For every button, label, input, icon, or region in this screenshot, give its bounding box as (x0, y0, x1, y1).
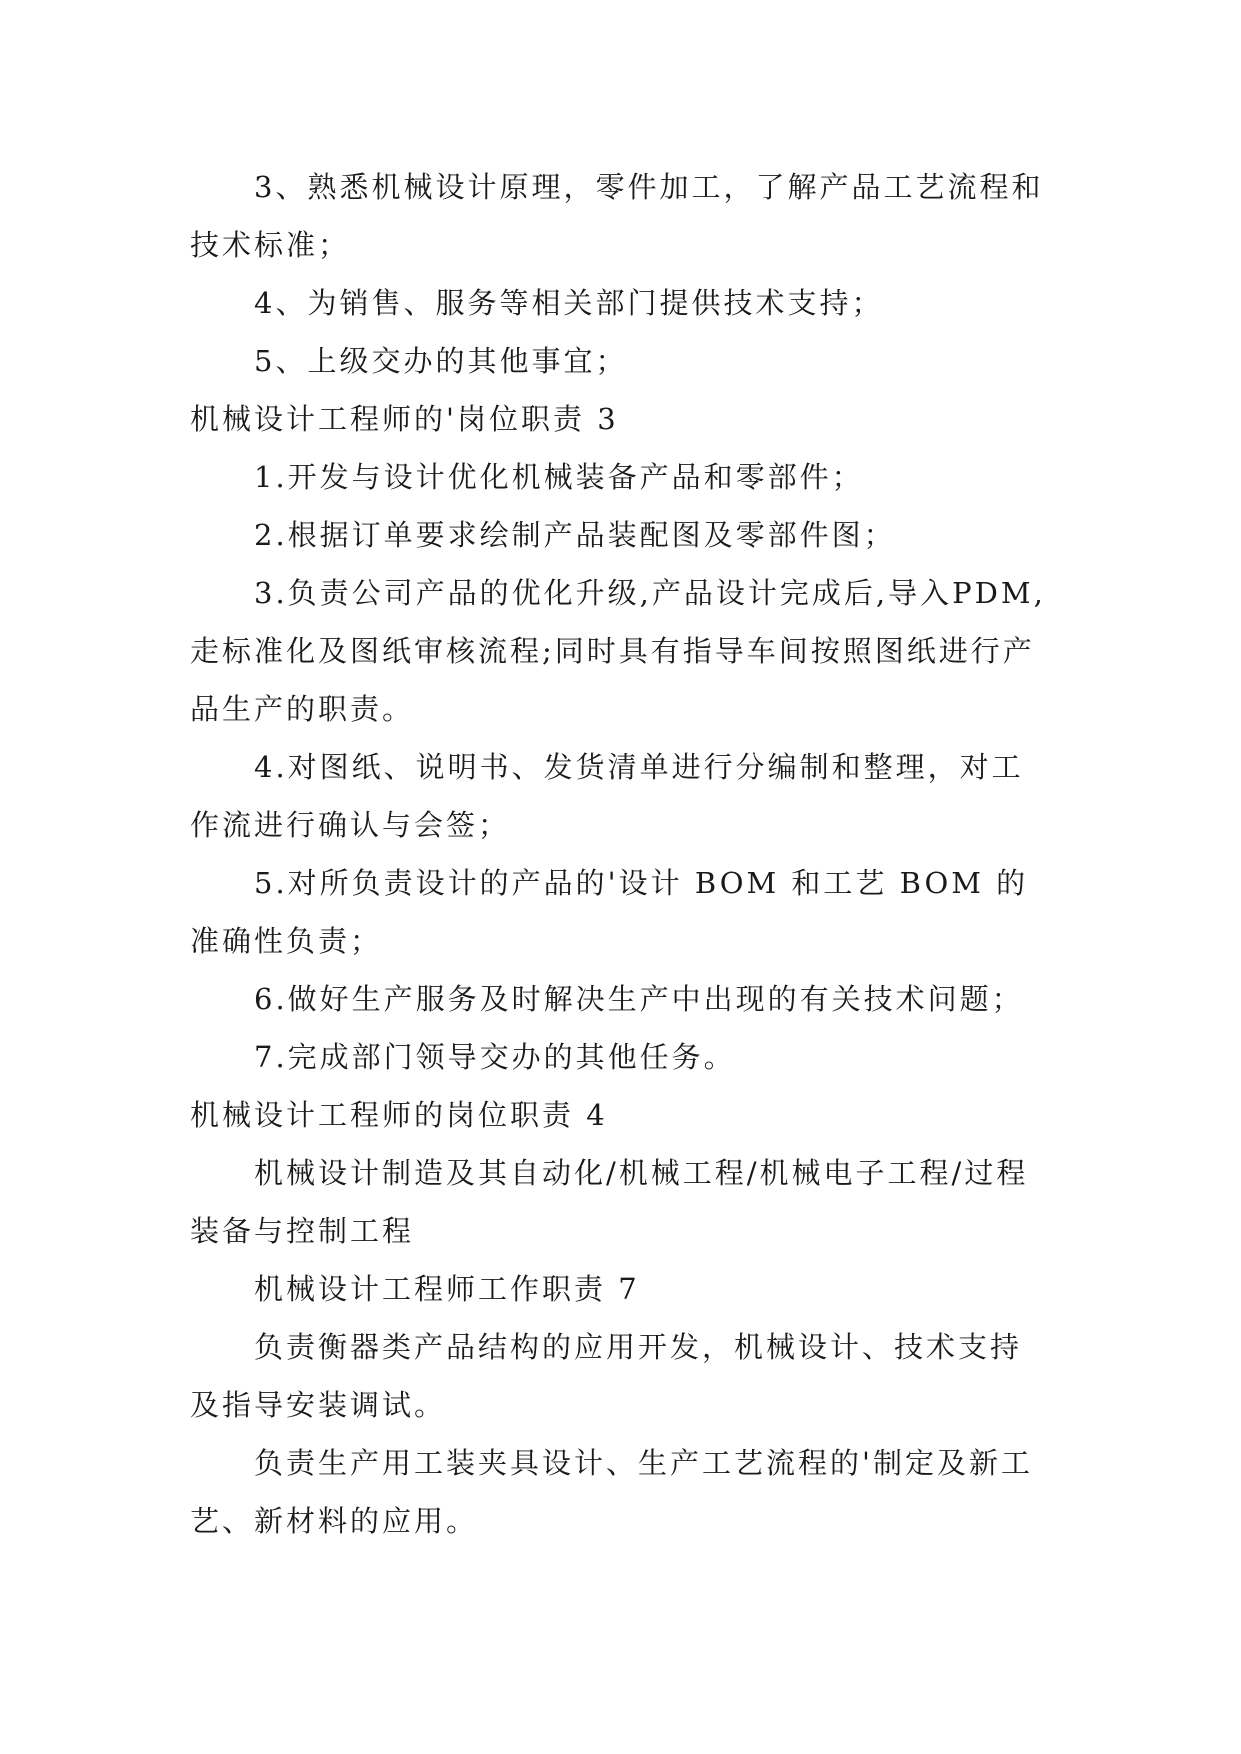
paragraph-duty-5: 5、上级交办的其他事宜； (254, 344, 628, 378)
paragraph-item-1: 1.开发与设计优化机械装备产品和零部件； (254, 460, 864, 494)
paragraph-item-7: 7.完成部门领导交办的其他任务。 (254, 1040, 736, 1074)
paragraph-duty-3: 3、熟悉机械设计原理，零件加工，了解产品工艺流程和技术标准； (190, 170, 1044, 262)
paragraph-weighing-products: 负责衡器类产品结构的应用开发，机械设计、技术支持及指导安装调试。 (190, 1330, 1023, 1422)
paragraph-item-3: 3.负责公司产品的优化升级,产品设计完成后,导入PDM,走标准化及图纸审核流程;同时具有指导车间按照图纸进行产品生产的职责。 (190, 576, 1046, 726)
paragraph-fixtures: 负责生产用工装夹具设计、生产工艺流程的'制定及新工艺、新材料的应用。 (190, 1446, 1033, 1538)
paragraph-duty-4: 4、为销售、服务等相关部门提供技术支持； (254, 286, 884, 320)
paragraph-item-6: 6.做好生产服务及时解决生产中出现的有关技术问题； (254, 982, 1024, 1016)
subheading-duties-7: 机械设计工程师工作职责 7 (254, 1272, 640, 1306)
section-heading-3: 机械设计工程师的'岗位职责 3 (190, 402, 619, 436)
paragraph-item-4: 4.对图纸、说明书、发货清单进行分编制和整理，对工作流进行确认与会签； (190, 750, 1024, 842)
paragraph-item-2: 2.根据订单要求绘制产品装配图及零部件图； (254, 518, 896, 552)
section-heading-4: 机械设计工程师的岗位职责 4 (190, 1098, 608, 1132)
paragraph-item-5: 5.对所负责设计的产品的'设计 BOM 和工艺 BOM 的准确性负责； (190, 866, 1029, 958)
document-body (190, 158, 1050, 1550)
paragraph-majors: 机械设计制造及其自动化/机械工程/机械电子工程/过程装备与控制工程 (190, 1156, 1029, 1248)
